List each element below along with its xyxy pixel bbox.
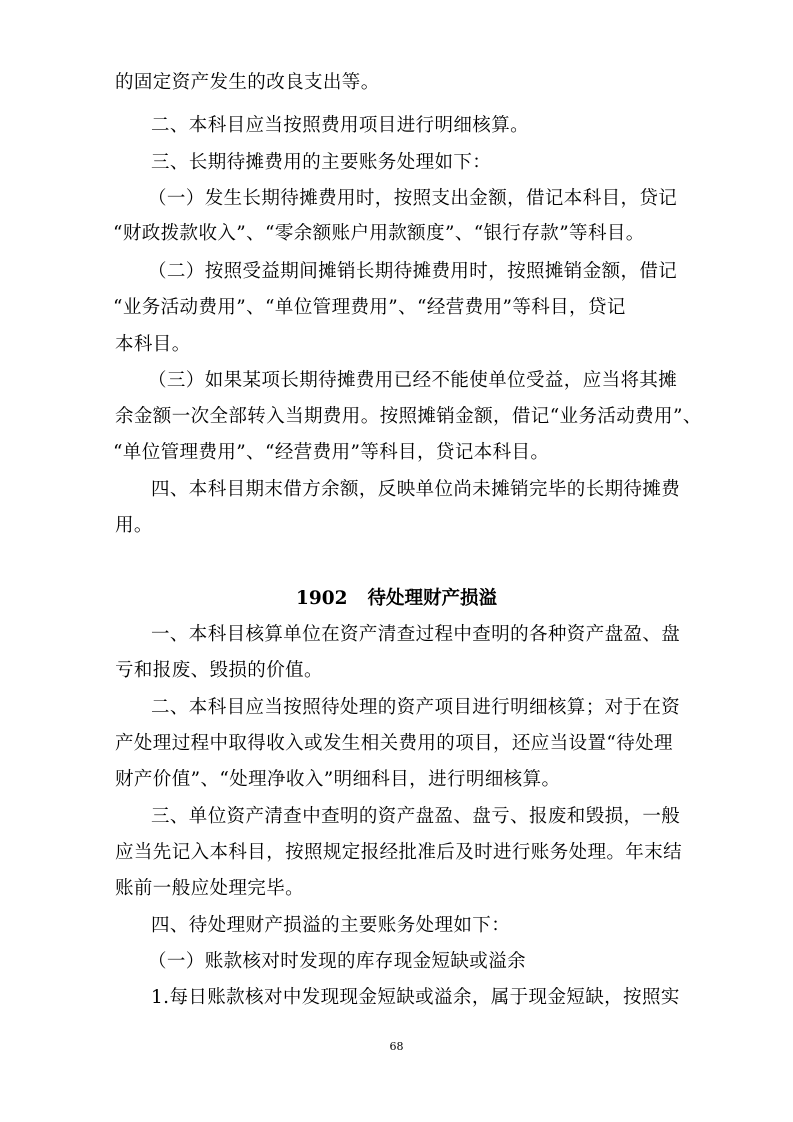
paragraph-line: “财政拨款收入”、“零余额账户用款额度”、“银行存款”等科目。 <box>113 223 645 244</box>
paragraph-line: 产处理过程中取得收入或发生相关费用的项目，还应当设置“待处理 <box>115 733 673 754</box>
paragraph-line: 三、长期待摊费用的主要账务处理如下： <box>151 152 492 173</box>
paragraph-line: 账前一般应处理完毕。 <box>115 878 305 899</box>
paragraph-line: 二、本科目应当按照待处理的资产项目进行明细核算；对于在资 <box>151 697 681 718</box>
paragraph-line: 四、待处理财产损溢的主要账务处理如下： <box>151 915 511 936</box>
paragraph-line: 财产价值”、“处理净收入”明细科目，进行明细核算。 <box>115 769 561 790</box>
paragraph-line: （一）发生长期待摊费用时，按照支出金额，借记本科目，贷记 <box>148 188 678 209</box>
paragraph-line: 余金额一次全部转入当期费用。按照摊销金额，借记“业务活动费用”、 <box>115 406 702 427</box>
section-title: 待处理财产损溢 <box>367 588 497 609</box>
paragraph-line: 应当先记入本科目，按照规定报经批准后及时进行账务处理。年末结 <box>115 842 683 863</box>
paragraph-line: （二）按照受益期间摊销长期待摊费用时，按照摊销金额，借记 <box>148 261 678 282</box>
paragraph-line: 二、本科目应当按照费用项目进行明细核算。 <box>151 115 530 136</box>
paragraph-line: 的固定资产发生的改良支出等。 <box>115 72 380 93</box>
paragraph-line: “单位管理费用”、“经营费用”等科目，贷记本科目。 <box>113 442 550 463</box>
paragraph-line: （一）账款核对时发现的库存现金短缺或溢余 <box>148 951 527 972</box>
page-number: 68 <box>389 1040 404 1053</box>
paragraph-line: “业务活动费用”、“单位管理费用”、“经营费用”等科目，贷记 <box>113 297 626 318</box>
paragraph-line: 四、本科目期末借方余额，反映单位尚未摊销完毕的长期待摊费 <box>151 479 681 500</box>
section-number: 1902 <box>295 588 348 609</box>
paragraph-line: 用。 <box>115 515 153 536</box>
paragraph-line: 1.每日账款核对中发现现金短缺或溢余，属于现金短缺，按照实 <box>151 987 680 1008</box>
paragraph-line: （三）如果某项长期待摊费用已经不能使单位受益，应当将其摊 <box>148 370 678 391</box>
paragraph-line: 亏和报废、毁损的价值。 <box>115 660 323 681</box>
paragraph-line: 三、单位资产清查中查明的资产盘盈、盘亏、报废和毁损，一般 <box>151 806 681 827</box>
paragraph-line: 一、本科目核算单位在资产清查过程中查明的各种资产盘盈、盘 <box>151 624 681 645</box>
paragraph-line: 本科目。 <box>115 334 191 355</box>
section-heading <box>0 587 793 611</box>
